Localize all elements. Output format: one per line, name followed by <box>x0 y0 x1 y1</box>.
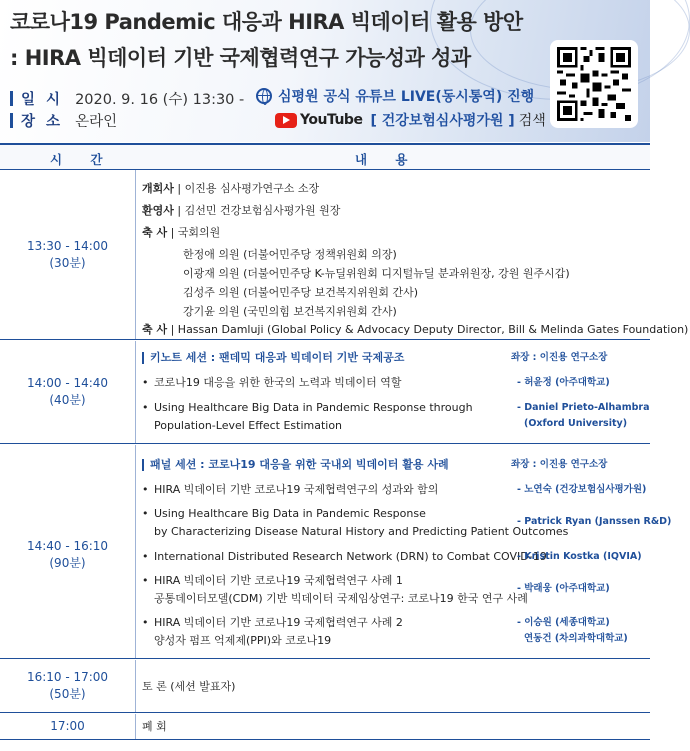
talk-title: • HIRA 빅데이터 기반 코로나19 국제협력연구의 성과와 함의 <box>154 482 438 497</box>
time-range: 17:00 <box>50 719 85 733</box>
talk-title: • International Distributed Research Network (DRN) to Combat COVID-19 <box>154 549 547 564</box>
event-header <box>0 0 650 142</box>
item-role: 환영사 <box>142 204 174 217</box>
talk-title-line2: 양성자 펌프 억제제(PPI)와 코로나19 <box>154 634 332 647</box>
program-item: 이광재 의원 (더불어민주당 K-뉴딜위원회 디지털뉴딜 분과위원장, 강원 원주시갑) <box>183 267 570 280</box>
place-row <box>10 110 117 131</box>
youtube-search-info <box>275 110 546 130</box>
accent-bar <box>10 91 13 106</box>
col-time-header: 시 간 <box>50 152 115 167</box>
date-label: 일 시 <box>21 92 64 108</box>
talk-title-line2: Population-Level Effect Estimation <box>154 419 343 432</box>
place-label: 장 소 <box>21 114 64 130</box>
table-row <box>0 660 650 713</box>
time-range: 14:40 - 16:10 <box>26 539 109 553</box>
column-divider <box>135 714 136 739</box>
section-bar <box>142 459 144 471</box>
live-stream-info <box>256 86 534 106</box>
time-cell <box>0 375 135 409</box>
section-title: 패널 세션 : 코로나19 대응을 위한 국내외 빅데이터 활용 사례 <box>150 458 449 471</box>
talk-speaker: - Daniel Prieto-Alhambra <box>517 402 650 413</box>
item-text: | 이진용 심사평가연구소 소장 <box>177 182 320 195</box>
col-content-header: 내 용 <box>355 152 420 167</box>
time-range: 14:00 - 14:40 <box>26 376 109 390</box>
duration: (40분) <box>49 393 86 407</box>
time-cell <box>0 669 135 703</box>
duration: (90분) <box>49 556 86 570</box>
program-item: 폐 회 <box>142 720 167 733</box>
search-word: 검색 <box>518 113 546 129</box>
column-divider <box>135 445 136 658</box>
section-bar <box>142 352 144 364</box>
channel-name: [ 건강보험심사평가원 ] <box>370 113 515 129</box>
item-role: 축 사 <box>142 323 168 336</box>
youtube-wordmark: YouTube <box>300 112 363 128</box>
column-divider <box>135 341 136 443</box>
program-item: 한정애 의원 (더불어민주당 정책위원회 의장) <box>183 248 397 261</box>
talk-speaker-second: 연동건 (차의과학대학교) <box>524 633 628 644</box>
title-line-2: : HIRA 빅데이터 기반 국제협력연구 가능성과 성과 <box>10 46 471 70</box>
item-text: | 김선민 건강보험심사평가원 원장 <box>177 204 341 217</box>
duration: (50분) <box>49 687 86 701</box>
place-value: 온라인 <box>75 114 118 130</box>
title-line-1: 코로나19 Pandemic 대응과 HIRA 빅데이터 활용 방안 <box>10 10 523 34</box>
talk-speaker: - 허윤정 (아주대학교) <box>517 377 610 388</box>
program-item <box>142 203 340 218</box>
program-item <box>142 181 319 196</box>
talk-speaker: - Kristin Kostka (IQVIA) <box>517 551 642 562</box>
talk-title: • Using Healthcare Big Data in Pandemic Response <box>154 506 426 521</box>
program-item <box>142 225 220 240</box>
talk-speaker: - 박래웅 (아주대학교) <box>517 583 610 594</box>
time-cell <box>0 238 135 272</box>
table-row <box>0 714 650 740</box>
session-chair: 좌장 : 이진용 연구소장 <box>511 352 608 363</box>
table-row <box>0 445 672 659</box>
table-row <box>0 341 650 444</box>
program-table <box>0 143 689 733</box>
program-item: 김성주 의원 (더불어민주당 보건복지위원회 간사) <box>183 286 419 299</box>
table-header <box>0 143 650 170</box>
talk-title-line2: by Characterizing Disease Natural History and Predicting Patient Outcomes <box>154 525 569 538</box>
program-item: 강기윤 의원 (국민의힘 보건복지위원회 간사) <box>183 305 397 318</box>
talk-speaker-affiliation: (Oxford University) <box>524 418 628 429</box>
accent-bar <box>10 113 13 128</box>
program-item: 토 론 (세션 발표자) <box>142 680 236 693</box>
section-title: 키노트 세션 : 팬데믹 대응과 빅데이터 기반 국제공조 <box>150 351 405 364</box>
talk-title-line2: 공통데이터모델(CDM) 기반 빅데이터 국제임상연구: 코로나19 한국 연구 사례 <box>154 592 528 605</box>
qr-code[interactable] <box>550 40 638 128</box>
time-range: 13:30 - 14:00 <box>26 239 109 253</box>
item-text: | 국회의원 <box>170 226 221 239</box>
program-item <box>142 322 688 337</box>
talk-speaker: - Patrick Ryan (Janssen R&D) <box>517 516 672 527</box>
time-cell <box>0 538 135 572</box>
globe-icon <box>256 88 272 104</box>
talk-title: • HIRA 빅데이터 기반 코로나19 국제협력연구 사례 2 <box>154 615 403 630</box>
talk-speaker: - 노연숙 (건강보험심사평가원) <box>517 484 647 495</box>
column-divider <box>135 170 136 339</box>
table-row <box>0 170 689 340</box>
talk-title: • Using Healthcare Big Data in Pandemic Response through <box>154 400 473 415</box>
item-text: | Hassan Damluji (Global Policy & Advocacy Deputy Director, Bill & Melinda Gates Foundation) <box>170 323 689 336</box>
youtube-logo-icon <box>275 113 297 128</box>
talk-title: • HIRA 빅데이터 기반 코로나19 국제협력연구 사례 1 <box>154 573 403 588</box>
date-row <box>10 88 244 109</box>
item-role: 축 사 <box>142 226 168 239</box>
item-role: 개회사 <box>142 182 174 195</box>
duration: (30분) <box>49 256 86 270</box>
talk-speaker: - 이승원 (세종대학교) <box>517 617 610 628</box>
time-range: 16:10 - 17:00 <box>26 670 109 684</box>
talk-title: • 코로나19 대응을 위한 한국의 노력과 빅데이터 역할 <box>154 375 402 390</box>
session-chair: 좌장 : 이진용 연구소장 <box>511 459 608 470</box>
time-cell <box>0 718 135 735</box>
live-text: 심평원 공식 유튜브 LIVE(동시통역) 진행 <box>278 89 535 105</box>
qr-code-image <box>557 47 631 121</box>
date-value: 2020. 9. 16 (수) 13:30 - <box>75 92 245 108</box>
column-divider <box>135 660 136 712</box>
